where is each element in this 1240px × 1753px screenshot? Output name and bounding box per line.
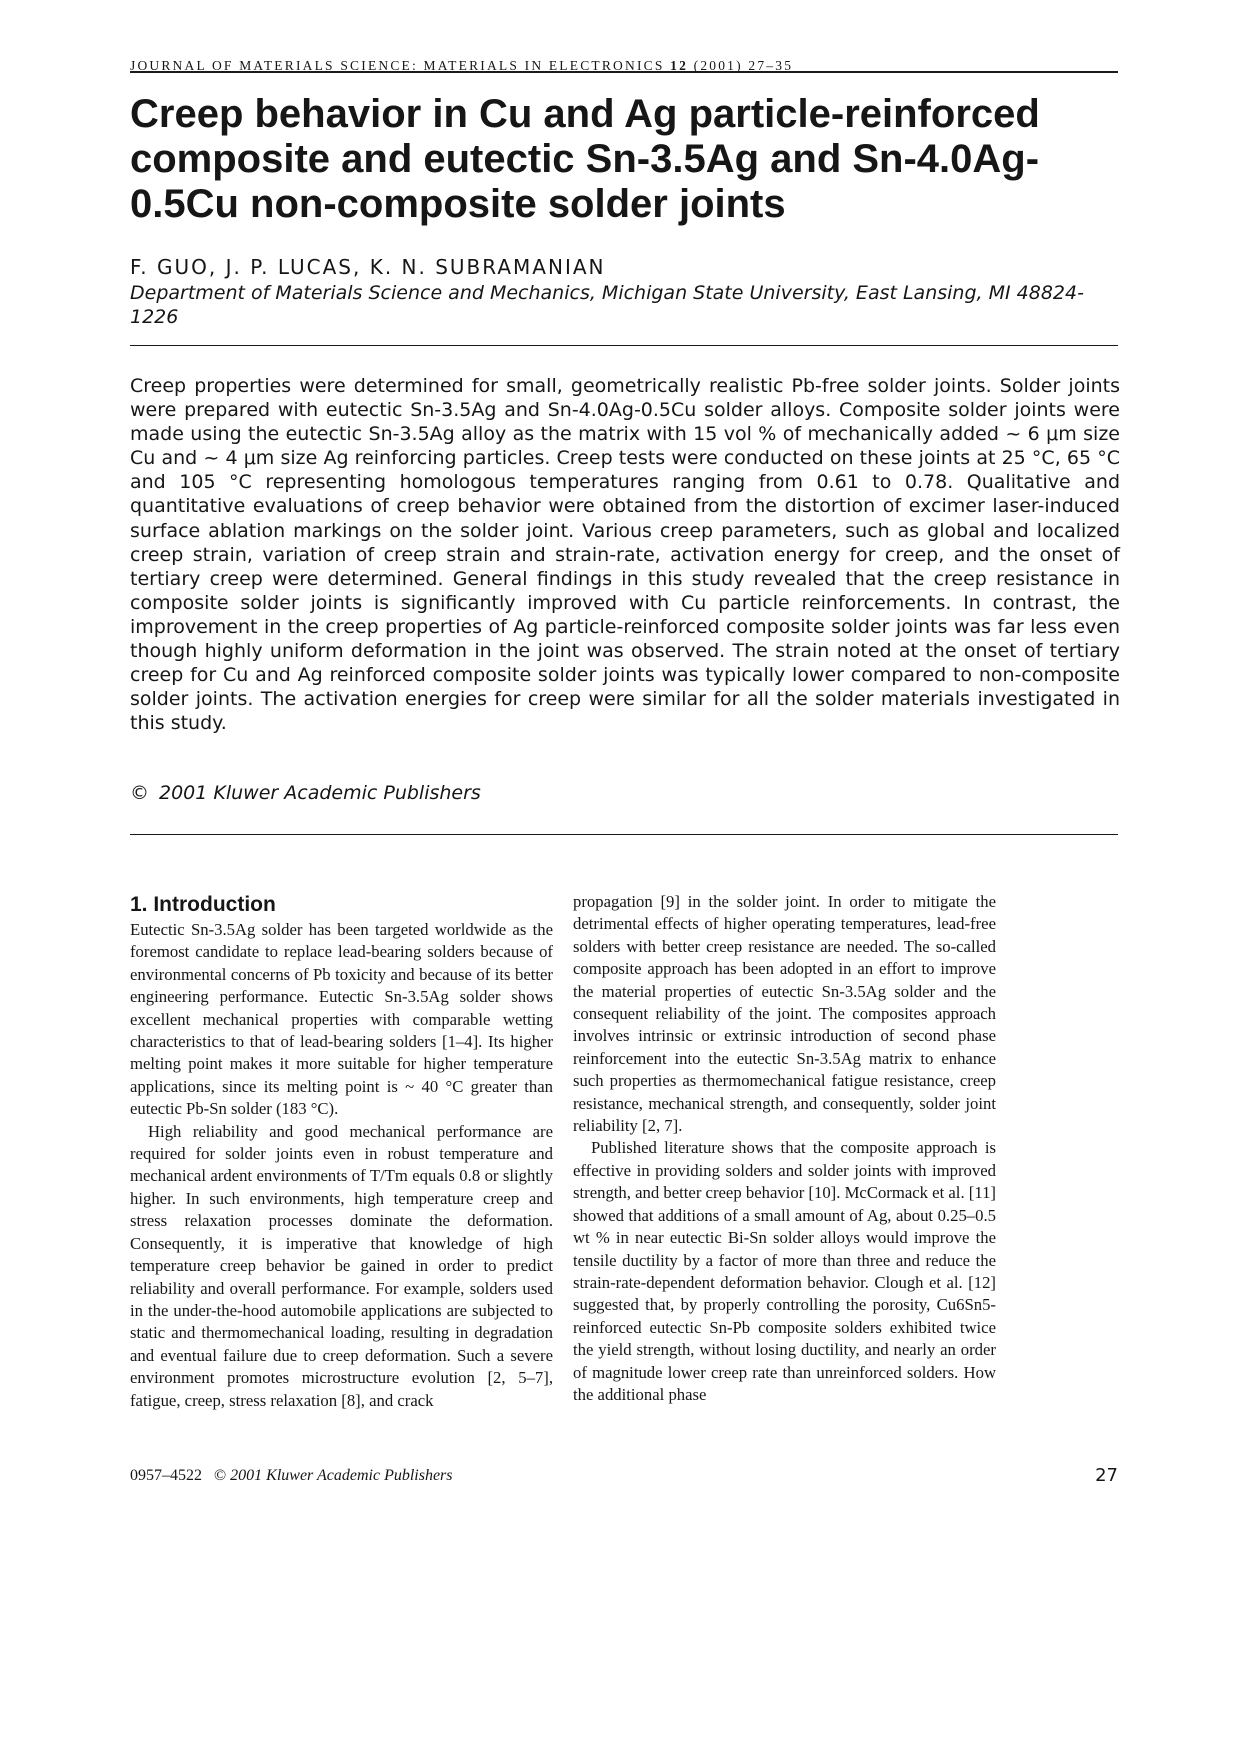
intro-paragraph-1: Eutectic Sn-3.5Ag solder has been targeted worldwide as the foremost candidate to replace lead-bearing solders because of environmental concerns of Pb toxicity and because of its better engineering performance. Eutectic Sn-3.5Ag solder shows excellent mechanical properties with comparable wetting characteristics to that of lead-bearing solders [1–4]. Its higher melting point makes it more suitable for higher temperature applications, since its melting point is ~ 40 °C greater than eutectic Pb-Sn solder (183 °C). (130, 920, 553, 1119)
page-number: 27 (1095, 1465, 1118, 1486)
abstract-text: Creep properties were determined for small, geometrically realistic Pb-free solder joints. Solder joints were prepared with eutectic Sn-3.5Ag and Sn-4.0Ag-0.5Cu solder alloys. Composite solder joints were made using the eutectic Sn-3.5Ag alloy as the matrix with 15 vol % of mechanically added ~ 6 μm size Cu and ~ 4 μm size Ag reinforcing particles. Creep tests were conducted on these joints at 25 °C, 65 °C and 105 °C representing homologous temperatures ranging from 0.61 to 0.78. Qualitative and quantitative evaluations of creep behavior were obtained from the distortion of excimer laser-induced surface ablation markings on the solder joint. Various creep parameters, such as global and localized creep strain, variation of creep strain and strain-rate, activation energy for creep, and the onset of tertiary creep were determined. General findings in this study revealed that the creep resistance in composite solder joints is significantly improved with Cu particle reinforcements. In contrast, the improvement in the creep properties of Ag particle-reinforced composite solder joints was far less even though highly uniform deformation in the joint was observed. The strain noted at the onset of tertiary creep for Cu and Ag reinforced composite solder joints was typically lower compared to non-composite solder joints. The activation energies for creep were similar for all the solder materials investigated in this study. (130, 375, 1120, 735)
copyright-symbol: © (130, 782, 149, 804)
journal-page (130, 0, 1118, 1753)
abstract-copyright (130, 782, 481, 804)
right-column (573, 891, 996, 1406)
journal-year-pages: (2001) 27–35 (693, 58, 794, 73)
footer-issn: 0957–4522 (130, 1467, 202, 1484)
intro-paragraph-4: Published literature shows that the composite approach is effective in providing solders and solder joints with improved strength, and better creep behavior [10]. McCormack et al. [11] showed that additions of a small amount of Ag, about 0.25–0.5 wt % in near eutectic Bi-Sn solder alloys would improve the tensile ductility by a factor of more than three and reduce the strain-rate-dependent deformation behavior. Clough et al. [12] suggested that, by properly controlling the porosity, Cu6Sn5-reinforced eutectic Sn-Pb composite solders exhibited twice the yield strength, without losing ductility, and nearly an order of magnitude lower creep rate than unreinforced solders. How the additional phase (573, 1138, 996, 1404)
header-rule (130, 71, 1118, 73)
article-title: Creep behavior in Cu and Ag particle-reinforced composite and eutectic Sn-3.5Ag and Sn-4.0Ag-0.5Cu non-composite solder joints (130, 92, 1040, 226)
footer-copyright-symbol: © (214, 1467, 227, 1484)
abstract-top-rule (130, 345, 1118, 346)
copyright-text: 2001 Kluwer Academic Publishers (159, 782, 481, 804)
author-list: F. GUO, J. P. LUCAS, K. N. SUBRAMANIAN (130, 255, 606, 279)
section-heading: 1. Introduction (130, 893, 276, 916)
footer-publisher: 2001 Kluwer Academic Publishers (230, 1467, 453, 1484)
left-column (130, 891, 553, 1412)
journal-volume: 12 (670, 58, 689, 73)
journal-name: JOURNAL OF MATERIALS SCIENCE: MATERIALS IN ELECTRONICS (130, 58, 665, 73)
footer-publisher-line (130, 1467, 453, 1485)
intro-paragraph-2: High reliability and good mechanical performance are required for solder joints even in robust temperature and mechanical ardent environments of T/Tm equals 0.8 or slightly higher. In such environments, high temperature creep and stress relaxation processes dominate the deformation. Consequently, it is imperative that knowledge of high temperature creep behavior be gained in order to predict reliability and overall performance. For example, solders used in the under-the-hood automobile applications are subjected to static and thermomechanical loading, resulting in degradation and eventual failure due to creep deformation. Such a severe environment promotes microstructure evolution [2, 5–7], fatigue, creep, stress relaxation [8], and crack (130, 1121, 553, 1410)
intro-paragraph-3: propagation [9] in the solder joint. In order to mitigate the detrimental effects of higher operating temperatures, lead-free solders with better creep resistance are needed. The so-called composite approach has been adopted in an effort to improve the material properties of eutectic Sn-3.5Ag solder and the consequent reliability of the joint. The composites approach involves intrinsic or extrinsic introduction of second phase reinforcement into the eutectic Sn-3.5Ag matrix to enhance such properties as thermomechanical fatigue resistance, creep resistance, mechanical strength, and consequently, solder joint reliability [2, 7]. (573, 892, 996, 1136)
author-affiliation: Department of Materials Science and Mechanics, Michigan State University, East Lansing, MI 48824-1226 (130, 282, 1084, 328)
abstract-bottom-rule (130, 834, 1118, 835)
